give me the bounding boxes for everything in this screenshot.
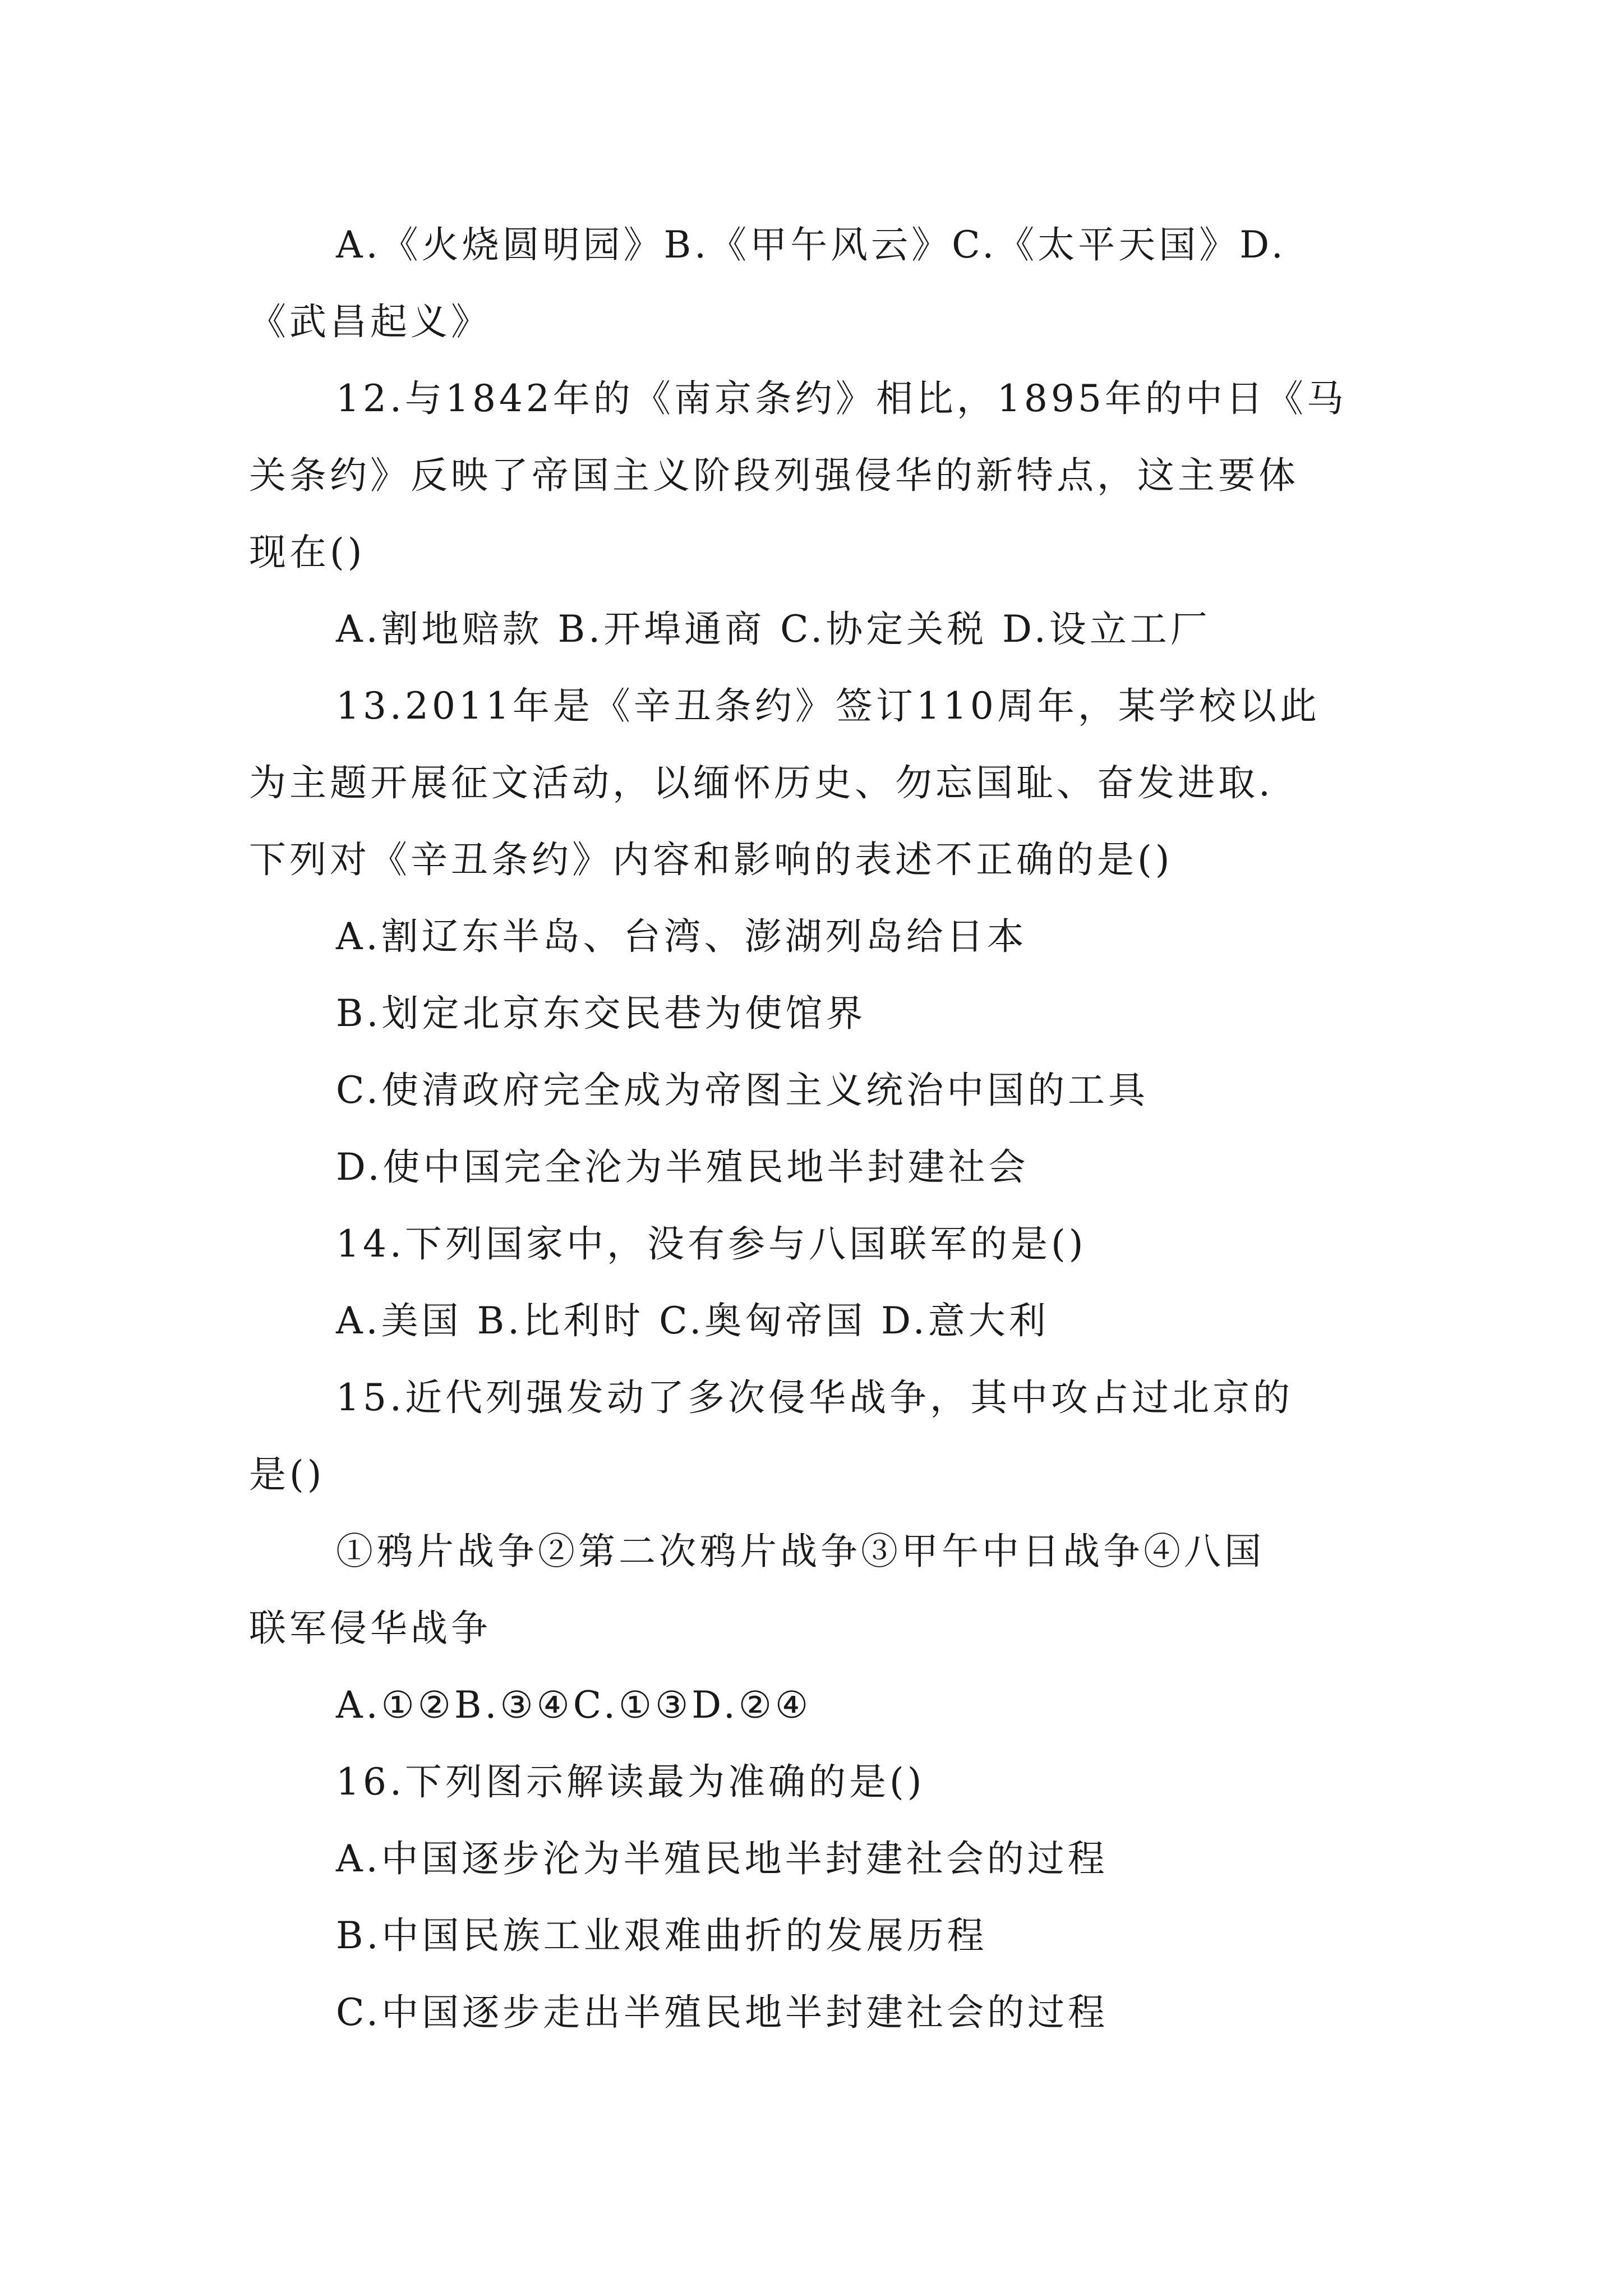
q15-stem-line-1: 15.近代列强发动了多次侵华战争，其中攻占过北京的 bbox=[336, 1376, 1293, 1419]
q12-stem-line-1: 12.与1842年的《南京条约》相比，1895年的中日《马 bbox=[336, 377, 1347, 420]
q13-stem-line-2: 为主题开展征文活动，以缅怀历史、勿忘国耻、奋发进取. bbox=[249, 761, 1274, 804]
q13-option-b: B.划定北京东交民巷为使馆界 bbox=[336, 992, 866, 1035]
q13-option-a: A.割辽东半岛、台湾、澎湖列岛给日本 bbox=[336, 915, 1027, 958]
q12-stem-line-3: 现在() bbox=[249, 531, 366, 574]
q15-items-line-1: ①鸦片战争②第二次鸦片战争③甲午中日战争④八国 bbox=[336, 1530, 1265, 1573]
q14-options-line: A.美国 B.比利时 C.奥匈帝国 D.意大利 bbox=[336, 1299, 1049, 1342]
q12-options-line: A.割地赔款 B.开埠通商 C.协定关税 D.设立工厂 bbox=[336, 608, 1211, 651]
q14-stem: 14.下列国家中，没有参与八国联军的是() bbox=[336, 1222, 1087, 1266]
q16-option-c: C.中国逐步走出半殖民地半封建社会的过程 bbox=[336, 1991, 1109, 2034]
q13-option-c: C.使清政府完全成为帝图主义统治中国的工具 bbox=[336, 1069, 1149, 1112]
q13-option-d: D.使中国完全沦为半殖民地半封建社会 bbox=[336, 1145, 1029, 1189]
page-text bbox=[249, 206, 1393, 2051]
q15-options-line: A.①②B.③④C.①③D.②④ bbox=[336, 1683, 812, 1727]
q16-stem: 16.下列图示解读最为准确的是() bbox=[336, 1760, 925, 1803]
q12-stem-line-2: 关条约》反映了帝国主义阶段列强侵华的新特点，这主要体 bbox=[249, 454, 1299, 497]
q13-stem-line-1: 13.2011年是《辛丑条约》签订110周年，某学校以此 bbox=[336, 684, 1320, 728]
q11-options-line: A.《火烧圆明园》B.《甲午风云》C.《太平天国》D. bbox=[336, 223, 1287, 266]
q16-option-a: A.中国逐步沦为半殖民地半封建社会的过程 bbox=[336, 1837, 1108, 1880]
q13-stem-line-3: 下列对《辛丑条约》内容和影响的表述不正确的是() bbox=[249, 838, 1173, 881]
q15-items-line-2: 联军侵华战争 bbox=[249, 1607, 491, 1650]
q16-option-b: B.中国民族工业艰难曲折的发展历程 bbox=[336, 1914, 988, 1957]
q15-stem-line-2: 是() bbox=[249, 1453, 325, 1496]
q11-option-d-continued: 《武昌起义》 bbox=[249, 300, 491, 343]
